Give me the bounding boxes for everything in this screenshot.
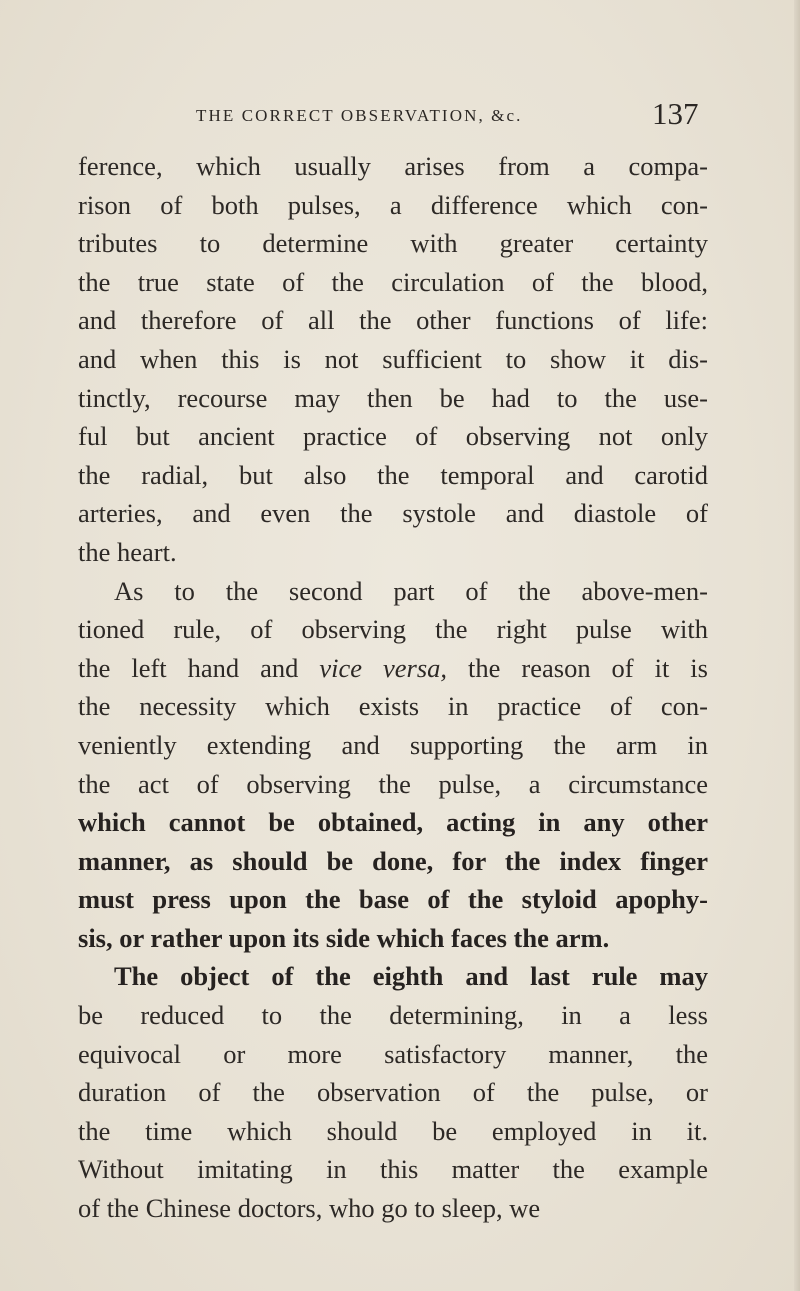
text-line: veniently extending and supporting the arm in [78,729,708,760]
text-line: the time which should be employed in it. [78,1115,708,1146]
text-line: rison of both pulses, a difference which con- [78,189,708,220]
text-line: ference, which usually arises from a compa- [78,151,708,181]
text-line: the heart. [78,536,177,567]
text-line: must press upon the base of the styloid apophy- [78,884,708,915]
text-line: which cannot be obtained, acting in any other [78,807,708,838]
italic-phrase: vice versa, [319,652,448,683]
text-line: sis, or rather upon its side which faces the arm. [78,922,610,953]
text-line: ful but ancient practice of observing not only [78,421,708,452]
text-line: equivocal or more satisfactory manner, the [78,1038,708,1069]
page-number: 137 [652,96,699,131]
body-text [78,147,708,1228]
text-line: tioned rule, of observing the right pulse with [78,614,708,645]
page-header [196,96,716,136]
running-title: THE CORRECT OBSERVATION, &c. [196,106,523,125]
text-line: the true state of the circulation of the blood, [78,266,708,297]
text-line: Without imitating in this matter the example [78,1154,708,1185]
text-line: As to the second part of the above-men- [114,575,708,606]
text-line: the necessity which exists in practice of con- [78,691,708,722]
text-line: the act of observing the pulse, a circumstance [78,768,708,799]
text-line: be reduced to the determining, in a less [78,1000,708,1031]
text-line: and when this is not sufficient to show it dis- [78,343,708,374]
text-line: and therefore of all the other functions of life: [78,305,708,336]
page-edge [794,0,800,1291]
text-line [78,649,708,688]
text-line: of the Chinese doctors, who go to sleep, we [78,1193,541,1224]
text-line: arteries, and even the systole and diastole of [78,498,708,529]
text-line: tinctly, recourse may then be had to the use- [78,382,708,413]
text-line: duration of the observation of the pulse, or [78,1077,708,1108]
text-line: manner, as should be done, for the index finger [78,845,708,876]
text-line: the radial, but also the temporal and carotid [78,459,708,490]
text-line: The object of the eighth and last rule may [114,961,708,992]
text-fragment: the reason of it is [447,652,708,683]
text-line: tributes to determine with greater certainty [78,228,708,259]
text-fragment: the left hand and [78,652,320,683]
